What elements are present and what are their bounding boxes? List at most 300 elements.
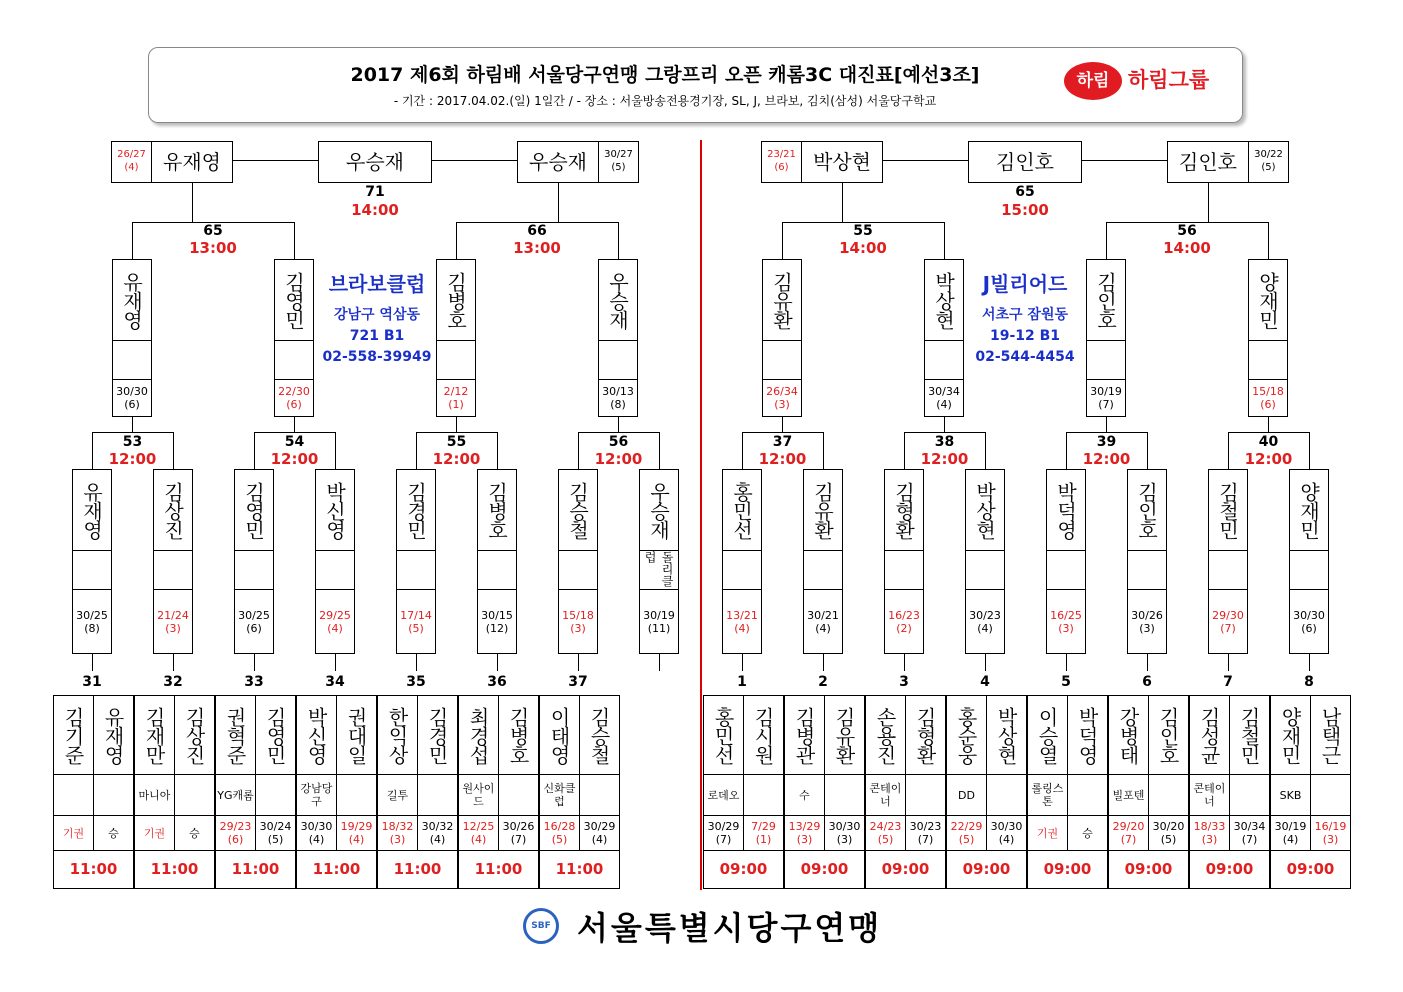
left-r32-6-p1-score	[458, 815, 499, 851]
right-r32-5-p1-name-text: 이승열	[1035, 706, 1059, 764]
bracket-line	[132, 222, 133, 259]
right-r32-7-match-number: 7	[1223, 674, 1233, 690]
right-r32-2-p1-club: 수	[784, 774, 825, 816]
score: 30/30	[1293, 608, 1325, 622]
rank: (4)	[124, 162, 139, 173]
right-quarter-club-1	[762, 340, 802, 380]
right-r32-7-p1-score	[1189, 815, 1230, 851]
rank: (5)	[1261, 162, 1276, 173]
right-r32-4-p2-name-text: 박상현	[994, 706, 1018, 764]
score: 29/20	[1112, 820, 1145, 833]
rank: (7)	[510, 833, 527, 846]
bracket-line	[173, 654, 174, 671]
right-semi-2-match-time: 14:00	[1163, 239, 1211, 257]
left-r16-club-1	[72, 550, 112, 590]
right-quarter-score-4	[1248, 379, 1288, 417]
harim-logo-badge: 하림	[1064, 62, 1122, 100]
left-quarter-player-2	[274, 259, 314, 341]
rank: (5)	[408, 621, 424, 635]
right-r32-8-p2-name	[1310, 695, 1351, 775]
left-r16-player-3-text: 김영민	[241, 481, 266, 539]
bracket-line	[294, 417, 295, 432]
score: 16/25	[1050, 608, 1082, 622]
right-r32-6-p2-name-text: 김인호	[1156, 706, 1180, 764]
right-r32-5-p2-name	[1067, 695, 1108, 775]
left-semi-2-match-number: 66	[527, 223, 547, 239]
rank: (3)	[1058, 621, 1074, 635]
left-r32-4-time: 11:00	[296, 850, 377, 889]
right-r32-8-p1-name-text: 양재민	[1278, 706, 1302, 764]
rank: (6)	[124, 398, 140, 411]
left-r32-3-p1-name	[215, 695, 256, 775]
right-r32-4-time: 09:00	[946, 850, 1027, 889]
right-final-match-time: 15:00	[1001, 201, 1049, 219]
left-r32-2-p1-club: 마니아	[134, 774, 175, 816]
left-r32-3-p1-name-text: 권혁준	[223, 706, 247, 764]
score: 30/23	[969, 608, 1001, 622]
bracket-line	[173, 432, 174, 469]
right-r32-2-p1-score	[784, 815, 825, 851]
right-quarter-player-4-text: 양재민	[1255, 271, 1280, 329]
left-r32-2-p2-score	[174, 815, 215, 851]
right-r16-2-match-number: 38	[934, 434, 955, 450]
left-r16-player-8-text: 우승재	[646, 481, 671, 539]
right-r32-5-p2-club	[1067, 774, 1108, 816]
left-r32-7-p2-name-text: 김승철	[587, 706, 611, 764]
right-final-player-a: 박상현	[801, 141, 883, 183]
left-r32-5-p2-club	[417, 774, 458, 816]
bracket-line	[192, 183, 193, 223]
right-r16-player-1	[722, 469, 762, 551]
left-quarter-player-2-text: 김영민	[281, 271, 306, 329]
left-quarter-player-4-text: 우승재	[605, 271, 630, 329]
score: 21/24	[157, 608, 189, 622]
left-r32-5-p1-score	[377, 815, 418, 851]
right-r16-player-2	[803, 469, 843, 551]
left-r32-6-p1-name	[458, 695, 499, 775]
score: 30/29	[583, 820, 616, 833]
left-r16-player-7	[558, 469, 598, 551]
page-subtitle: - 기간 : 2017.04.02.(일) 1일간 / - 장소 : 서울방송전용경기장, SL, J, 브라보, 김치(삼성) 서울당구학교	[393, 94, 937, 108]
left-quarter-player-4	[598, 259, 638, 341]
rank: (3)	[836, 833, 853, 846]
bracket-line	[618, 417, 619, 432]
bracket-line	[742, 654, 743, 671]
left-r32-1-p2-club	[93, 774, 134, 816]
rank: (4)	[470, 833, 487, 846]
right-semi-1-match-number: 55	[853, 223, 873, 239]
left-r32-6-match-number: 36	[487, 674, 507, 690]
right-venue-line1: 서초구 잠원동	[981, 307, 1069, 323]
score: 19/29	[340, 820, 373, 833]
score: 30/15	[481, 608, 513, 622]
left-r32-7-p1-name	[539, 695, 580, 775]
left-r16-player-2	[153, 469, 193, 551]
bracket-line	[456, 222, 457, 259]
left-venue-name: 브라보클럽	[328, 272, 426, 296]
left-r16-score-5	[396, 589, 436, 654]
left-r16-1-match-time: 12:00	[108, 450, 157, 468]
left-r32-7-p1-club: 신화클럽	[539, 774, 580, 816]
left-final-player-b: 우승재	[517, 141, 599, 183]
left-r32-3-p1-score	[215, 815, 256, 851]
score: 18/32	[381, 820, 414, 833]
left-r32-1-p1-name	[53, 695, 94, 775]
left-r16-score-2	[153, 589, 193, 654]
left-r32-2-time: 11:00	[134, 850, 215, 889]
rank: (1)	[755, 833, 772, 846]
score: 2/12	[443, 385, 469, 398]
right-r32-8-p2-club	[1310, 774, 1351, 816]
bracket-line	[904, 654, 905, 671]
left-r32-6-p2-score	[498, 815, 539, 851]
rank: (6)	[246, 621, 262, 635]
right-r32-1-p2-score	[743, 815, 784, 851]
right-r32-8-p1-club: SKB	[1270, 774, 1311, 816]
rank: (7)	[715, 833, 732, 846]
right-quarter-player-4	[1248, 259, 1288, 341]
right-r32-6-p1-club: 빌포텐	[1108, 774, 1149, 816]
right-r16-player-5	[1046, 469, 1086, 551]
bracket-line	[842, 183, 843, 223]
score: 22/29	[950, 820, 983, 833]
score: 29/23	[219, 820, 252, 833]
left-r32-1-p2-name	[93, 695, 134, 775]
left-quarter-club-4	[598, 340, 638, 380]
left-r32-6-time: 11:00	[458, 850, 539, 889]
score: 16/23	[888, 608, 920, 622]
right-quarter-player-1	[762, 259, 802, 341]
right-r32-3-p1-club: 콘테이너	[865, 774, 906, 816]
right-r32-1-p2-club	[743, 774, 784, 816]
left-r16-score-8	[639, 589, 679, 654]
left-r32-2-p2-name	[174, 695, 215, 775]
right-r32-3-time: 09:00	[865, 850, 946, 889]
right-r32-4-p2-club	[986, 774, 1027, 816]
right-r32-6-p2-name	[1148, 695, 1189, 775]
left-quarter-club-1	[112, 340, 152, 380]
right-r32-5-p1-score	[1027, 815, 1068, 851]
right-r32-6-p1-name	[1108, 695, 1149, 775]
right-r16-score-2	[803, 589, 843, 654]
score: 30/25	[76, 608, 108, 622]
left-r16-club-8-text: 돌리클럽	[643, 551, 674, 587]
left-r32-5-p1-name	[377, 695, 418, 775]
bracket-line	[618, 222, 619, 259]
bracket-line	[254, 654, 255, 671]
right-r16-3-match-number: 39	[1096, 434, 1117, 450]
left-final-player-a: 유재영	[151, 141, 233, 183]
right-r32-6-p2-club	[1148, 774, 1189, 816]
rank: (5)	[958, 833, 975, 846]
right-r32-5-time: 09:00	[1027, 850, 1108, 889]
left-r16-club-7	[558, 550, 598, 590]
bracket-line	[1106, 417, 1107, 432]
left-r32-4-p2-name-text: 권대일	[344, 706, 368, 764]
left-r32-1-p1-score	[53, 815, 94, 851]
left-r32-5-p1-name-text: 한익상	[385, 706, 409, 764]
left-r32-4-p1-name-text: 박신영	[304, 706, 328, 764]
rank: (8)	[84, 621, 100, 635]
score: 30/23	[909, 820, 942, 833]
score: 16/28	[543, 820, 576, 833]
right-r32-1-p2-name-text: 김시원	[751, 706, 775, 764]
bracket-line	[294, 222, 295, 259]
right-final-b-score-box	[1248, 141, 1289, 183]
rank: (6)	[286, 398, 302, 411]
left-r32-2-p1-name	[134, 695, 175, 775]
left-r16-1-match-number: 53	[122, 434, 143, 450]
rank: (4)	[734, 621, 750, 635]
right-r32-2-p2-score	[824, 815, 865, 851]
right-quarter-player-2	[924, 259, 964, 341]
left-r16-2-match-time: 12:00	[270, 450, 319, 468]
right-r16-2-match-time: 12:00	[920, 450, 969, 468]
right-r32-4-p2-score	[986, 815, 1027, 851]
left-r32-3-p2-club	[255, 774, 296, 816]
rank: (3)	[774, 398, 790, 411]
score: 30/19	[643, 608, 675, 622]
rank: (4)	[977, 621, 993, 635]
rank: (6)	[1260, 398, 1276, 411]
right-r16-score-8	[1289, 589, 1329, 654]
right-r32-5-p1-name	[1027, 695, 1068, 775]
right-final-match-number: 65	[1015, 184, 1035, 200]
bracket-line	[1147, 654, 1148, 671]
left-r32-3-p2-name	[255, 695, 296, 775]
score: 30/30	[990, 820, 1023, 833]
rank: (6)	[1301, 621, 1317, 635]
right-r32-3-p2-score	[905, 815, 946, 851]
bracket-line	[1106, 222, 1107, 259]
bracket-line	[823, 654, 824, 671]
rank: (7)	[1220, 621, 1236, 635]
left-semi-1-match-time: 13:00	[189, 239, 237, 257]
left-r16-player-4-text: 박신영	[322, 481, 347, 539]
right-r32-3-p1-score	[865, 815, 906, 851]
bracket-line	[659, 654, 660, 671]
bracket-line	[432, 160, 518, 161]
right-r32-2-p2-club	[824, 774, 865, 816]
left-r16-player-1-text: 유재영	[79, 481, 104, 539]
left-final-match-number: 71	[365, 184, 385, 200]
left-r16-player-5-text: 김경민	[403, 481, 428, 539]
bracket-line	[742, 432, 824, 433]
bracket-line	[132, 417, 133, 432]
rank: (7)	[1098, 398, 1114, 411]
score: 승	[189, 826, 200, 840]
rank: (3)	[796, 833, 813, 846]
bracket-line	[782, 222, 783, 259]
right-r32-1-p1-name-text: 홍민선	[711, 706, 735, 764]
left-venue-phone: 02-558-39949	[322, 349, 432, 365]
right-r16-4-match-time: 12:00	[1244, 450, 1293, 468]
rank: (3)	[389, 833, 406, 846]
score: 13/21	[726, 608, 758, 622]
bracket-line	[416, 654, 417, 671]
left-r16-player-2-text: 김상진	[160, 481, 185, 539]
rank: (7)	[1120, 833, 1137, 846]
right-r32-4-p1-name-text: 홍순웅	[954, 706, 978, 764]
right-r32-2-p1-name	[784, 695, 825, 775]
left-r32-7-p2-score	[579, 815, 620, 851]
left-r32-2-p2-name-text: 김상진	[182, 706, 206, 764]
left-venue-line1: 강남구 역삼동	[333, 307, 421, 323]
score: 29/30	[1212, 608, 1244, 622]
right-r16-score-4	[965, 589, 1005, 654]
right-r16-club-2	[803, 550, 843, 590]
score: 기권	[143, 826, 166, 840]
left-r16-score-7	[558, 589, 598, 654]
rank: (5)	[267, 833, 284, 846]
left-quarter-club-2	[274, 340, 314, 380]
bracket-line	[558, 183, 559, 223]
right-r32-2-match-number: 2	[818, 674, 828, 690]
left-r16-player-7-text: 김승철	[565, 481, 590, 539]
right-r16-player-8-text: 양재민	[1296, 481, 1321, 539]
right-r32-6-p2-score	[1148, 815, 1189, 851]
right-r16-player-6	[1127, 469, 1167, 551]
left-semi-2-match-time: 13:00	[513, 239, 561, 257]
score: 승	[1082, 826, 1093, 840]
left-final-b-score-box	[598, 141, 639, 183]
left-r32-1-p1-name-text: 김기준	[61, 706, 85, 764]
right-r32-4-p1-club: DD	[946, 774, 987, 816]
right-r16-club-8	[1289, 550, 1329, 590]
left-r16-player-4	[315, 469, 355, 551]
left-r16-player-5	[396, 469, 436, 551]
bracket-line	[659, 432, 660, 469]
rank: (3)	[570, 621, 586, 635]
bracket-line	[254, 432, 336, 433]
bracket-line	[92, 654, 93, 671]
left-final-match-time: 14:00	[351, 201, 399, 219]
score: 22/30	[278, 385, 310, 398]
score: 15/18	[562, 608, 594, 622]
right-venue-phone: 02-544-4454	[975, 349, 1075, 365]
center-divider	[700, 140, 702, 890]
right-r32-2-p2-name-text: 김유환	[832, 706, 856, 764]
bracket-line	[578, 432, 660, 433]
right-r16-player-4	[965, 469, 1005, 551]
right-semi-1-match-time: 14:00	[839, 239, 887, 257]
left-quarter-club-3	[436, 340, 476, 380]
right-r32-3-p2-club	[905, 774, 946, 816]
left-semi-1-match-number: 65	[203, 223, 223, 239]
left-r16-4-match-number: 56	[608, 434, 629, 450]
bracket-line	[1268, 222, 1269, 259]
bracket-line	[985, 654, 986, 671]
left-r32-1-p2-name-text: 유재영	[101, 706, 125, 764]
score: 15/18	[1252, 385, 1284, 398]
bracket-line	[823, 432, 824, 469]
right-r32-8-match-number: 8	[1304, 674, 1314, 690]
bracket-line	[335, 432, 336, 469]
left-r32-6-p2-name	[498, 695, 539, 775]
right-r32-1-p1-score	[703, 815, 744, 851]
rank: (3)	[1322, 833, 1339, 846]
left-final-a-score-box	[111, 141, 152, 183]
right-final-winner: 김인호	[968, 141, 1082, 183]
right-quarter-player-3	[1086, 259, 1126, 341]
left-r32-3-p2-score	[255, 815, 296, 851]
score: 26/27	[117, 149, 146, 160]
page-title: 2017 제6회 하림배 서울당구연맹 그랑프리 오픈 캐롬3C 대진표[예선3조]	[350, 64, 980, 86]
right-r16-player-4-text: 박상현	[972, 481, 997, 539]
right-r16-score-1	[722, 589, 762, 654]
right-r32-8-p2-score	[1310, 815, 1351, 851]
left-r32-3-time: 11:00	[215, 850, 296, 889]
rank: (4)	[1282, 833, 1299, 846]
rank: (3)	[1139, 621, 1155, 635]
left-r16-club-8	[639, 550, 679, 590]
score: 30/22	[1254, 149, 1283, 160]
bracket-line	[1066, 654, 1067, 671]
score: 26/34	[766, 385, 798, 398]
right-r32-7-p2-name-text: 김철민	[1237, 706, 1261, 764]
score: 7/29	[751, 820, 776, 833]
rank: (2)	[896, 621, 912, 635]
right-quarter-club-4	[1248, 340, 1288, 380]
rank: (6)	[774, 162, 789, 173]
left-quarter-score-3	[436, 379, 476, 417]
left-r32-3-match-number: 33	[244, 674, 264, 690]
bracket-line	[456, 417, 457, 432]
score: 30/20	[1152, 820, 1185, 833]
right-r16-club-7	[1208, 550, 1248, 590]
rank: (4)	[815, 621, 831, 635]
left-r32-6-p2-club	[498, 774, 539, 816]
left-r16-club-6	[477, 550, 517, 590]
left-r16-score-3	[234, 589, 274, 654]
harim-logo-text: 하림그룹	[1128, 68, 1210, 92]
left-quarter-player-1-text: 유재영	[119, 271, 144, 329]
rank: (4)	[936, 398, 952, 411]
left-r32-5-p2-name-text: 김경민	[425, 706, 449, 764]
right-r32-7-p1-name-text: 김성균	[1197, 706, 1221, 764]
score: 16/19	[1314, 820, 1347, 833]
score: 30/29	[707, 820, 740, 833]
rank: (12)	[485, 621, 509, 635]
left-quarter-score-1	[112, 379, 152, 417]
right-quarter-club-3	[1086, 340, 1126, 380]
right-r32-4-match-number: 4	[980, 674, 990, 690]
left-r32-1-time: 11:00	[53, 850, 134, 889]
right-r32-5-p2-score	[1067, 815, 1108, 851]
rank: (4)	[998, 833, 1015, 846]
right-r32-4-p2-name	[986, 695, 1027, 775]
left-r32-4-p1-club: 강남당구	[296, 774, 337, 816]
left-r32-5-p1-club: 길투	[377, 774, 418, 816]
right-r32-6-p1-name-text: 강병태	[1116, 706, 1140, 764]
right-r32-8-p1-score	[1270, 815, 1311, 851]
right-r16-player-7-text: 김철민	[1215, 481, 1240, 539]
left-r32-4-p2-name	[336, 695, 377, 775]
right-r16-player-3	[884, 469, 924, 551]
left-r16-2-match-number: 54	[284, 434, 305, 450]
left-r32-2-p1-name-text: 김재만	[142, 706, 166, 764]
score: 30/34	[928, 385, 960, 398]
left-quarter-player-3-text: 김병호	[443, 271, 468, 329]
right-r32-1-match-number: 1	[737, 674, 747, 690]
left-r32-7-p2-name	[579, 695, 620, 775]
score: 30/24	[259, 820, 292, 833]
rank: (8)	[610, 398, 626, 411]
right-quarter-score-1	[762, 379, 802, 417]
right-r16-score-5	[1046, 589, 1086, 654]
right-r16-1-match-number: 37	[772, 434, 793, 450]
bracket-line	[904, 432, 986, 433]
